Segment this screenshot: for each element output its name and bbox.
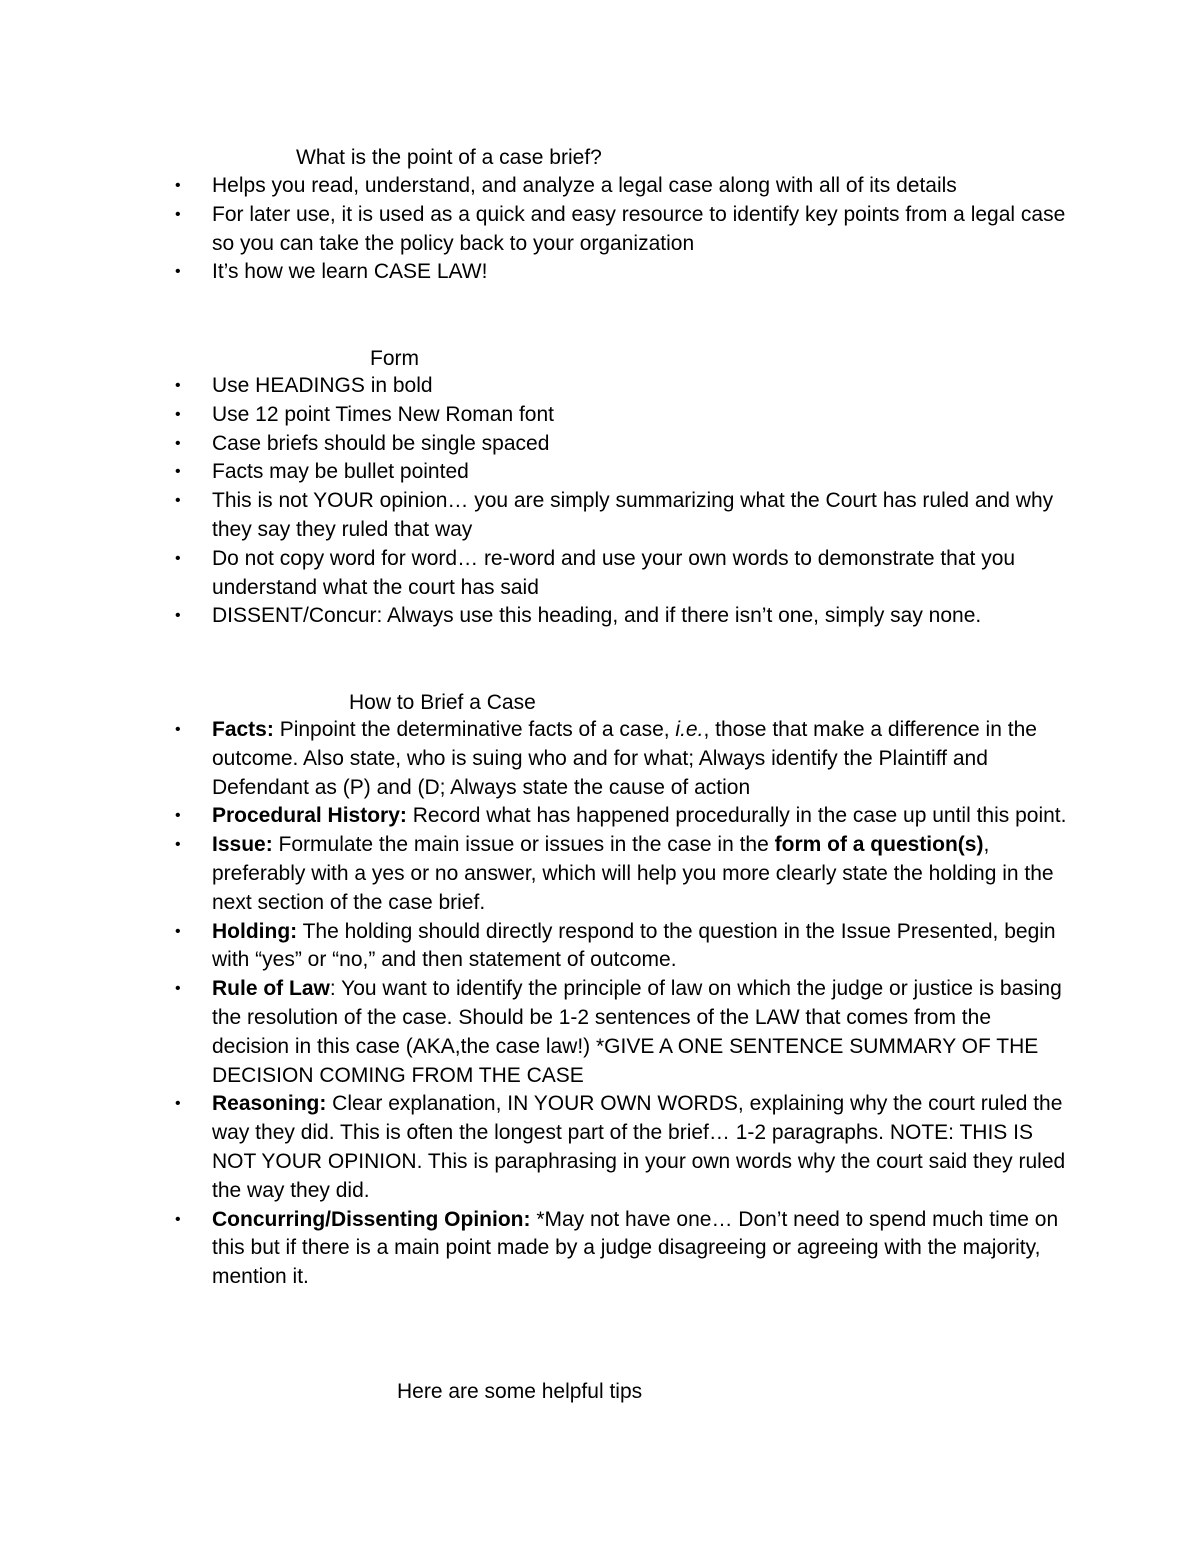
list-item-text: It’s how we learn CASE LAW! — [212, 260, 488, 284]
list-item — [0, 172, 1067, 201]
list-item-text: Use 12 point Times New Roman font — [212, 402, 554, 426]
section-heading-how-to-brief: How to Brief a Case — [349, 691, 536, 714]
bullet-icon: • — [175, 405, 181, 423]
bullet-icon: • — [175, 377, 181, 394]
list-item-text: Helps you read, understand, and analyze a legal case along with all of its details — [212, 174, 957, 197]
item-label: Procedural History: — [212, 804, 407, 828]
list-item — [0, 258, 1067, 287]
bullet-icon: • — [175, 1210, 181, 1228]
item-text: , preferably with a yes or no answer, which will help you more clearly state the holding in the next section of the case brief. — [212, 833, 1054, 914]
list-item-facts — [0, 716, 1067, 802]
item-label: Issue: — [212, 833, 273, 857]
bullet-icon: • — [175, 434, 181, 452]
list-item-text: DISSENT/Concur: Always use this heading, and if there isn’t one, simply say none. — [212, 604, 982, 628]
bullet-icon: • — [175, 922, 181, 940]
list-item-text: Use HEADINGS in bold — [212, 374, 433, 397]
item-text: *May not have one… Don’t need to spend much time on this but if there is a main point made by a judge disagreeing or agreeing with the majority, mention it. — [212, 1207, 1059, 1289]
item-text: The holding should directly respond to the question in the Issue Presented, begin with “yes” or “no,” and then statement of outcome. — [212, 919, 1056, 972]
bullet-icon: • — [175, 1095, 181, 1113]
bullet-icon: • — [175, 549, 181, 567]
bullet-icon: • — [175, 492, 181, 510]
list-item-text: Case briefs should be single spaced — [212, 431, 550, 455]
list-item — [0, 430, 1067, 459]
list-item-concurring-dissenting — [0, 1206, 1067, 1292]
section-heading-form: Form — [370, 347, 419, 370]
section-heading-helpful-tips: Here are some helpful tips — [397, 1380, 643, 1403]
bullet-icon: • — [175, 177, 181, 194]
item-text: Record what has happened procedurally in the case up until this point. — [406, 804, 1067, 828]
bullet-icon: • — [175, 463, 181, 481]
item-text-italic: i.e. — [675, 718, 704, 741]
bullet-list-form — [0, 372, 1200, 631]
list-item-issue — [0, 831, 1067, 917]
bullet-list-how-to-brief — [0, 716, 1200, 1292]
list-item-reasoning — [0, 1090, 1067, 1205]
list-item-text: This is not YOUR opinion… you are simply summarizing what the Court has ruled and why they say they ruled that way — [212, 489, 1054, 541]
bullet-icon: • — [175, 205, 181, 223]
list-item — [0, 201, 1067, 259]
item-label: Concurring/Dissenting Opinion: — [212, 1207, 531, 1231]
list-item — [0, 545, 1067, 603]
section-heading-point-of-brief: What is the point of a case brief? — [296, 146, 602, 169]
item-text: Pinpoint the determinative facts of a case, — [273, 718, 676, 741]
list-item-holding — [0, 918, 1067, 976]
list-item-text: For later use, it is used as a quick and easy resource to identify key points from a legal case so you can take the policy back to your organization — [212, 202, 1066, 255]
list-item — [0, 372, 1067, 401]
item-text: Clear explanation, IN YOUR OWN WORDS, explaining why the court ruled the way they did. This is often the longest part of the brief… 1-2 paragraphs. NOTE: THIS IS NOT YOUR OPINION. This is paraphrasing in your own words why the court said they ruled the way they did. — [212, 1092, 1066, 1202]
list-item — [0, 458, 1067, 487]
bullet-icon: • — [175, 607, 181, 625]
item-text: , those that make a difference in the outcome. Also state, who is suing who and for what; Always identify the Plaintiff and Defendant as (P) and (D; Always state the cause of action — [212, 718, 1037, 799]
item-label: Reasoning: — [212, 1092, 327, 1116]
item-text-bold: form of a question(s) — [774, 833, 984, 857]
item-label: Holding: — [212, 919, 298, 943]
item-text: Formulate the main issue or issues in the case in the — [272, 833, 775, 857]
list-item — [0, 602, 1067, 631]
list-item — [0, 401, 1067, 430]
item-label: Rule of Law — [212, 977, 330, 1001]
list-item-text: Facts may be bullet pointed — [212, 460, 469, 484]
bullet-icon: • — [175, 836, 181, 854]
bullet-icon: • — [175, 263, 181, 281]
list-item-rule-of-law — [0, 975, 1067, 1090]
list-item-text: Do not copy word for word… re-word and use your own words to demonstrate that you understand what the court has said — [212, 546, 1016, 599]
item-text: : You want to identify the principle of law on which the judge or justice is basing the resolution of the case. Should be 1-2 sentences of the LAW that comes from the decision in this case (AKA,the case law!) *GIVE A ONE SENTENCE SUMMARY OF THE DECISION COMING FROM THE CASE — [212, 977, 1062, 1087]
bullet-icon: • — [175, 807, 181, 825]
list-item-procedural-history — [0, 802, 1067, 831]
list-item — [0, 487, 1067, 545]
bullet-icon: • — [175, 721, 181, 738]
bullet-icon: • — [175, 980, 181, 998]
item-label: Facts: — [212, 718, 274, 741]
bullet-list-point-of-brief — [0, 172, 1200, 287]
